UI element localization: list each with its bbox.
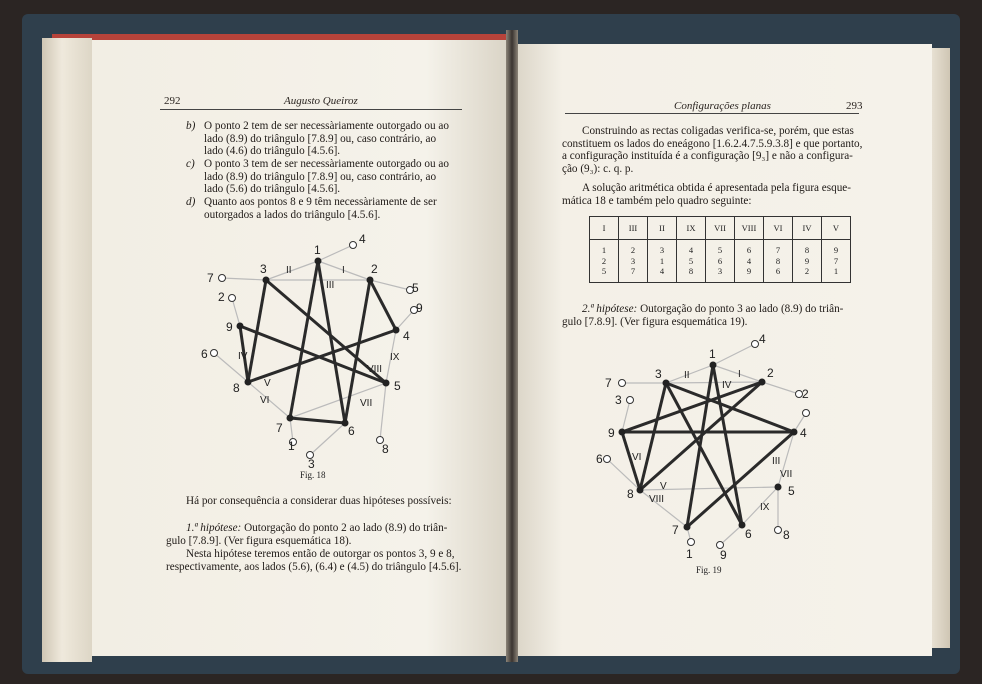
fig18-label: 2 xyxy=(371,262,378,276)
paragraph-hypothesis-2: 2.ª hipótese: Outorgação do ponto 3 ao lado (8.9) do triân- gulo [7.8.9]. (Ver figura esquemática 19). xyxy=(562,303,844,328)
fig19-label: 1 xyxy=(686,547,693,561)
fig18-label: 1 xyxy=(314,243,321,257)
fig18-label: 4 xyxy=(359,232,366,246)
fig19-label: 2 xyxy=(767,366,774,380)
fig19-label: 7 xyxy=(672,523,679,537)
book-gutter xyxy=(506,30,518,662)
svg-text:V: V xyxy=(264,378,271,389)
fig19-label: 3 xyxy=(655,367,662,381)
fig19-label: 1 xyxy=(709,347,716,361)
fig18-label: 4 xyxy=(403,329,410,343)
fig19-roman-labels xyxy=(632,369,792,513)
fig18-label: 8 xyxy=(233,381,240,395)
paragraph-hypothesis-1: 1.ª hipótese: Outorgação do ponto 2 ao lado (8.9) do triân- gulo [7.8.9]. (Ver figura esquemática 18). xyxy=(166,522,448,547)
figure-caption-19: Fig. 19 xyxy=(696,565,722,575)
fig19-label: 2 xyxy=(802,387,809,401)
fig18-open-points xyxy=(211,242,418,459)
fig19-thin-lines xyxy=(607,344,806,545)
svg-text:IX: IX xyxy=(760,502,770,513)
fig19-label: 9 xyxy=(608,426,615,440)
table-header-row: I III II IX VII VIII VI IV V xyxy=(590,217,851,240)
svg-text:IV: IV xyxy=(722,380,732,391)
svg-text:II: II xyxy=(286,265,292,276)
fig18-label: 7 xyxy=(276,421,283,435)
svg-text:III: III xyxy=(772,456,781,467)
fig18-label: 3 xyxy=(308,457,315,471)
fig18-label: 9 xyxy=(416,301,423,315)
fig19-label: 8 xyxy=(783,528,790,542)
figure-19-diagram xyxy=(592,330,842,570)
fig18-label: 5 xyxy=(394,379,401,393)
running-head-right: Configurações planas xyxy=(674,100,771,112)
fig18-label: 8 xyxy=(382,442,389,456)
fig19-label: 9 xyxy=(720,548,727,562)
fig19-label: 4 xyxy=(759,332,766,346)
list-item-b: b) O ponto 2 tem de ser necessàriamente outorgado ou ao lado (8.9) do triângulo [7.8.9] ou, caso contrário, ao lado (4.6) do triângulo [4.5.6]. xyxy=(186,120,449,158)
fig18-label: 6 xyxy=(348,424,355,438)
running-head-left: Augusto Queiroz xyxy=(284,95,358,107)
fig18-label: 7 xyxy=(207,271,214,285)
fig19-label: 6 xyxy=(596,452,603,466)
paragraph-arithmetic: A solução aritmética obtida é apresentada pela figura esque- mática 18 e também pelo quadro seguinte: xyxy=(562,182,852,207)
svg-text:IV: IV xyxy=(238,351,248,362)
page-block-left xyxy=(42,38,92,662)
page-number-left: 292 xyxy=(164,95,181,107)
svg-text:I: I xyxy=(342,265,345,276)
list-item-d: d) Quanto aos pontos 8 e 9 têm necessàriamente de ser outorgados a lados do triângulo [4.5.6]. xyxy=(186,196,437,221)
fig18-label: 6 xyxy=(201,347,208,361)
svg-text:IX: IX xyxy=(390,352,400,363)
svg-text:III: III xyxy=(326,280,335,291)
fig18-label: 3 xyxy=(260,262,267,276)
paragraph-hypotheses: Há por consequência a considerar duas hipóteses possíveis: xyxy=(186,495,452,507)
fig18-label: 9 xyxy=(226,320,233,334)
fig19-label: 8 xyxy=(627,487,634,501)
fig19-label: 7 xyxy=(605,376,612,390)
svg-text:VII: VII xyxy=(360,398,373,409)
header-rule-right xyxy=(565,113,859,114)
page-number-right: 293 xyxy=(846,100,863,112)
fig18-label: 1 xyxy=(288,439,295,453)
svg-text:VIII: VIII xyxy=(649,494,665,505)
paragraph-hypothesis-1-detail: Nesta hipótese teremos então de outorgar os pontos 3, 9 e 8, respectivamente, aos lados (5.6), (6.4) e (4.5) do triângulo [4.5.6]. xyxy=(166,548,462,573)
header-rule-left xyxy=(160,109,462,110)
svg-text:VII: VII xyxy=(780,469,793,480)
fig19-label: 6 xyxy=(745,527,752,541)
fig19-label: 3 xyxy=(615,393,622,407)
fig19-label: 4 xyxy=(800,426,807,440)
svg-text:II: II xyxy=(684,370,690,381)
svg-text:VI: VI xyxy=(632,452,642,463)
svg-text:I: I xyxy=(738,369,741,380)
list-item-c: c) O ponto 3 tem de ser necessàriamente outorgado ou ao lado (8.9) do triângulo [7.8.9] ou, caso contrário, ao lado (5.6) do triângulo [4.5.6]. xyxy=(186,158,449,196)
fig19-label: 5 xyxy=(788,484,795,498)
fig18-label: 2 xyxy=(218,290,225,304)
table-row: 1 2 5 2 3 7 3 1 4 4 5 8 5 6 3 6 4 9 7 8 6 8 9 2 9 7 1 xyxy=(590,240,851,283)
svg-text:VI: VI xyxy=(260,395,270,406)
figure-caption-18: Fig. 18 xyxy=(300,470,326,480)
fig18-label: 5 xyxy=(412,281,419,295)
svg-text:V: V xyxy=(660,481,667,492)
svg-text:VIII: VIII xyxy=(367,364,383,375)
solution-table xyxy=(589,216,851,283)
figure-18-diagram xyxy=(190,228,440,480)
paragraph-construction: Construindo as rectas coligadas verifica-se, porém, que estas constituem os lados do eneágono [1.6.2.4.7.5.9.3.8] e que portanto, a configuração instituída é a configuração [9₃] e não a configura- ção (9₃): c. q. p. xyxy=(562,125,863,175)
